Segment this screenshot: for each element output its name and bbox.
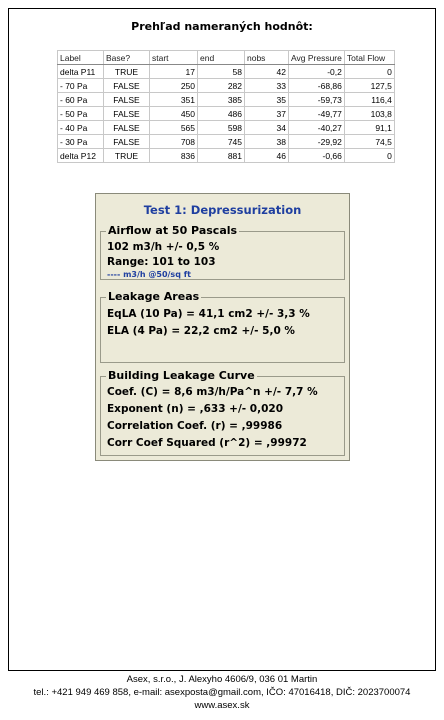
footer-address: Asex, s.r.o., J. Alexyho 4606/9, 036 01 Martin: [126, 674, 318, 685]
cell-nobs: 34: [245, 121, 289, 135]
cell-start: 565: [150, 121, 198, 135]
cell-start: 836: [150, 149, 198, 163]
column-header: Total Flow: [344, 51, 394, 65]
cell-total-flow: 127,5: [344, 79, 394, 93]
cell-nobs: 38: [245, 135, 289, 149]
cell-nobs: 33: [245, 79, 289, 93]
correlation-value: Correlation Coef. (r) = ,99986: [107, 420, 283, 432]
results-title: Test 1: Depressurization: [143, 203, 302, 217]
footer-website: www.asex.sk: [194, 700, 250, 711]
cell-end: 282: [198, 79, 245, 93]
cell-start: 450: [150, 107, 198, 121]
cell-base: FALSE: [104, 135, 150, 149]
cell-total-flow: 0: [344, 65, 394, 79]
cell-total-flow: 116,4: [344, 93, 394, 107]
table-row: [58, 65, 395, 79]
cell-avg-pressure: -29,92: [289, 135, 345, 149]
exponent-value: Exponent (n) = ,633 +/- 0,020: [107, 403, 284, 415]
cell-avg-pressure: -0,2: [289, 65, 345, 79]
leakage-areas-group: [100, 290, 345, 363]
cell-total-flow: 91,1: [344, 121, 394, 135]
leakage-curve-group-title: Building Leakage Curve: [108, 369, 255, 382]
cell-end: 881: [198, 149, 245, 163]
cell-label: - 70 Pa: [58, 79, 104, 93]
cell-end: 745: [198, 135, 245, 149]
cell-avg-pressure: -59,73: [289, 93, 345, 107]
cell-label: - 60 Pa: [58, 93, 104, 107]
cell-base: FALSE: [104, 107, 150, 121]
cell-nobs: 42: [245, 65, 289, 79]
coefficient-value: Coef. (C) = 8,6 m3/h/Pa^n +/- 7,7 %: [107, 386, 318, 398]
cell-start: 351: [150, 93, 198, 107]
cell-label: delta P12: [58, 149, 104, 163]
test-results-panel: [95, 193, 350, 461]
cell-label: delta P11: [58, 65, 104, 79]
cell-end: 486: [198, 107, 245, 121]
airflow-value: 102 m3/h +/- 0,5 %: [107, 241, 220, 253]
cell-nobs: 46: [245, 149, 289, 163]
table-row: [58, 79, 395, 93]
cell-base: TRUE: [104, 65, 150, 79]
leakage-areas-group-title: Leakage Areas: [108, 290, 200, 303]
correlation-squared-value: Corr Coef Squared (r^2) = ,99972: [107, 437, 307, 449]
table-row: [58, 149, 395, 163]
cell-base: FALSE: [104, 121, 150, 135]
table-row: [58, 135, 395, 149]
column-header: start: [150, 51, 198, 65]
cell-label: - 40 Pa: [58, 121, 104, 135]
cell-nobs: 37: [245, 107, 289, 121]
table-row: [58, 121, 395, 135]
column-header: Base?: [104, 51, 150, 65]
column-header: nobs: [245, 51, 289, 65]
column-header: Avg Pressure: [289, 51, 345, 65]
leakage-curve-group: [100, 369, 345, 456]
cell-label: - 50 Pa: [58, 107, 104, 121]
cell-avg-pressure: -0,66: [289, 149, 345, 163]
cell-end: 598: [198, 121, 245, 135]
airflow-group: [100, 224, 345, 280]
footer-contact: tel.: +421 949 469 858, e-mail: asexposta@gmail.com, IČO: 47016418, DIČ: 2023700074: [33, 687, 411, 698]
cell-start: 250: [150, 79, 198, 93]
cell-start: 708: [150, 135, 198, 149]
cell-total-flow: 0: [344, 149, 394, 163]
cell-avg-pressure: -68,86: [289, 79, 345, 93]
cell-label: - 30 Pa: [58, 135, 104, 149]
cell-avg-pressure: -40,27: [289, 121, 345, 135]
airflow-range: Range: 101 to 103: [107, 256, 216, 268]
airflow-group-title: Airflow at 50 Pascals: [108, 224, 238, 237]
cell-nobs: 35: [245, 93, 289, 107]
cell-base: FALSE: [104, 93, 150, 107]
table-row: [58, 93, 395, 107]
cell-end: 58: [198, 65, 245, 79]
cell-avg-pressure: -49,77: [289, 107, 345, 121]
column-header: Label: [58, 51, 104, 65]
cell-start: 17: [150, 65, 198, 79]
table-header-row: [58, 51, 395, 65]
cell-base: TRUE: [104, 149, 150, 163]
eqla-value: EqLA (10 Pa) = 41,1 cm2 +/- 3,3 %: [107, 308, 310, 320]
airflow-per-area: ---- m3/h @50/sq ft: [107, 270, 192, 279]
column-header: end: [198, 51, 245, 65]
ela-value: ELA (4 Pa) = 22,2 cm2 +/- 5,0 %: [107, 325, 295, 337]
table-row: [58, 107, 395, 121]
cell-base: FALSE: [104, 79, 150, 93]
cell-end: 385: [198, 93, 245, 107]
cell-total-flow: 74,5: [344, 135, 394, 149]
measurements-table: [57, 50, 395, 163]
cell-total-flow: 103,8: [344, 107, 394, 121]
report-title: Prehľad nameraných hodnôt:: [131, 20, 313, 33]
